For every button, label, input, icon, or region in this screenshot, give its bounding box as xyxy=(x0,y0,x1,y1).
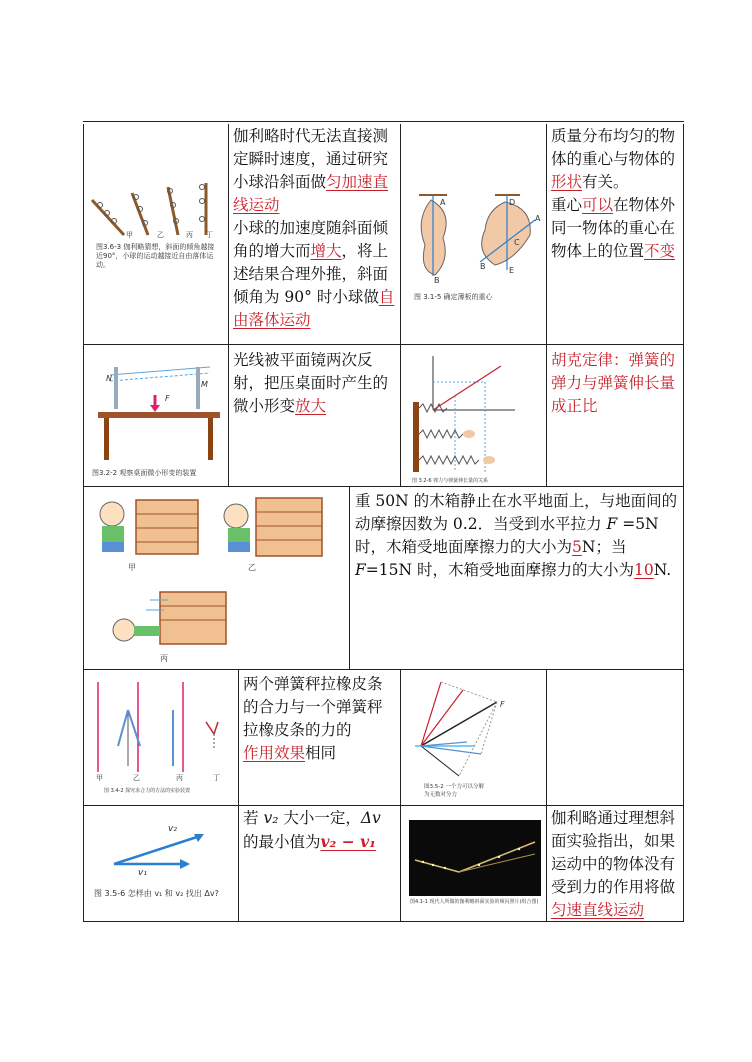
text-segment: N；当 xyxy=(581,538,627,556)
row-divider xyxy=(83,805,684,806)
micro-deformation-text xyxy=(233,349,396,418)
text-segment: 两个弹簧秤拉橡皮条的合力与一个弹簧秤拉橡皮条的力的 xyxy=(243,675,383,739)
figure-caption: 图 3.5-6 怎样由 v₁ 和 v₂ 找出 Δv? xyxy=(94,889,219,898)
col-divider xyxy=(400,344,401,486)
spring-force-figure xyxy=(405,352,543,478)
figure-label: 丙 xyxy=(176,774,183,782)
text-segment: 小球的加速度随斜面倾角的增大而 xyxy=(233,219,389,260)
force-decomposition-illustration xyxy=(405,672,543,782)
text-segment: =15N 时，木箱受地面摩擦力的大小为 xyxy=(365,561,634,579)
figure-caption: 图4.1-1 现代人所做的伽利略斜面实验的频闪照片(组合图) xyxy=(410,899,539,905)
text-segment: 同一物体的重心在物体上的位置 xyxy=(551,219,676,260)
velocity-vector-illustration xyxy=(108,822,218,877)
force-composition-apparatus-figure xyxy=(88,676,234,776)
figure-label: 乙 xyxy=(133,774,140,782)
point-label: M xyxy=(201,380,208,389)
col-divider xyxy=(546,344,547,486)
point-label: C xyxy=(514,238,520,247)
text-segment: 重心 xyxy=(551,196,583,214)
pushing-box-illustration xyxy=(90,492,344,662)
figure-caption: 图3.2-2 观察桌面微小形变的装置 xyxy=(92,469,197,477)
text-segment: 有关。 xyxy=(582,173,629,191)
velocity-vector-figure xyxy=(108,822,218,877)
velocity-change-text xyxy=(243,807,396,854)
figure-label: 乙 xyxy=(248,563,256,572)
text-segment: 重 50N 的木箱静止在水平地面上，与地面间的动摩擦因数为 0.2．当受到水平拉力 xyxy=(355,492,678,533)
point-label: F xyxy=(165,394,170,403)
figure-caption: 图 3.2-6 弹力与弹簧伸长量的关系 xyxy=(412,478,489,484)
spring-graph-illustration xyxy=(405,352,543,478)
col-divider xyxy=(228,124,229,344)
col-divider xyxy=(400,124,401,344)
force-decomposition-figure xyxy=(405,672,543,782)
answer-blank: 10 xyxy=(633,561,654,579)
velocity-symbol: v₂ xyxy=(263,809,279,827)
col-divider xyxy=(349,486,350,669)
point-label: B xyxy=(434,276,440,285)
answer-blank: 匀速直线运动 xyxy=(551,901,645,919)
desk-mirror-figure xyxy=(90,355,224,465)
answer-blank: 形状 xyxy=(551,173,583,191)
figure-caption: 图 3.1-5 确定薄板的重心 xyxy=(414,293,493,301)
text-segment: N. xyxy=(653,561,672,579)
answer-blank: 作用效果 xyxy=(243,744,306,762)
friction-problem-text xyxy=(355,490,680,582)
text-segment: 质量分布均匀的物体的重心与物体的 xyxy=(551,127,676,168)
answer-blank: 可以 xyxy=(582,196,614,214)
point-label: B xyxy=(480,262,486,271)
desk-mirror-illustration xyxy=(90,355,224,465)
text-segment: ，将上述结果合理外推，斜面倾角为 90° 时小球做 xyxy=(233,242,389,306)
text-segment: 伽利略通过理想斜面实验指出，如果运动中的物体没有受到力的作用将做 xyxy=(551,809,676,896)
text-segment: 大小一定， xyxy=(278,809,361,827)
text-segment: 的最小值为 xyxy=(243,833,321,851)
ideal-incline-text xyxy=(551,807,680,922)
figure-label: 丙 xyxy=(186,231,193,239)
center-of-gravity-text xyxy=(551,125,680,263)
answer-blank: 5 xyxy=(572,538,582,556)
text-segment: 光线被平面镜两次反射，把压桌面时产生的微小形变 xyxy=(233,351,389,415)
figure-label: 甲 xyxy=(128,563,136,572)
pushing-box-figure xyxy=(90,492,344,662)
figure-label: 甲 xyxy=(96,774,103,782)
figure-caption: 图3.6-3 伽利略猜想，斜面的倾角越接近90°，小球的运动越接近自由落体运动。 xyxy=(96,243,215,269)
answer-blank: 放大 xyxy=(295,397,327,415)
force-symbol: F xyxy=(606,515,618,533)
col-divider xyxy=(546,124,547,344)
point-label: A xyxy=(535,214,541,223)
text-segment: 在物体外 xyxy=(613,196,676,214)
row-divider xyxy=(83,344,684,345)
figure-caption: 图 3.4-2 探究求合力的方法的实验装置 xyxy=(104,788,191,794)
figure-label: 丁 xyxy=(213,774,220,782)
galileo-incline-text xyxy=(233,125,396,332)
answer-blank: 不变 xyxy=(644,242,676,260)
spring-scale-apparatus-illustration xyxy=(88,676,234,776)
stroboscopic-photo-illustration xyxy=(409,820,541,896)
stroboscopic-photo-figure xyxy=(409,820,541,896)
row-divider xyxy=(83,486,684,487)
text-segment: 伽利略时代无法直接测定瞬时速度，通过研究小球沿斜面做 xyxy=(233,127,389,191)
point-label: D xyxy=(509,198,516,207)
force-label: F xyxy=(500,700,505,709)
answer-blank: 匀加速直线运动 xyxy=(233,173,389,214)
vector-label: v₁ xyxy=(138,868,147,878)
figure-caption: 图3.5-2 一个力可以分解为无数对分力 xyxy=(424,784,484,798)
col-divider xyxy=(238,669,239,922)
figure-label: 甲 xyxy=(126,231,133,239)
delta-v-symbol: Δv xyxy=(360,809,381,827)
point-label: E xyxy=(509,266,515,275)
text-segment: =5N 时，木箱受地面摩擦力的大小为 xyxy=(355,515,659,556)
text-segment: 若 xyxy=(243,809,264,827)
col-divider xyxy=(228,344,229,486)
force-symbol: F xyxy=(355,561,366,579)
col-divider xyxy=(400,669,401,922)
text-segment: 相同 xyxy=(305,744,337,762)
resultant-force-text xyxy=(243,673,396,765)
center-of-gravity-figure xyxy=(405,190,543,295)
hookes-law-text: 胡克定律：弹簧的弹力与弹簧伸长量成正比 xyxy=(551,351,676,415)
col-divider xyxy=(546,669,547,922)
figure-label: 乙 xyxy=(157,231,164,239)
row-divider xyxy=(83,669,684,670)
answer-blank: v₂ − v₁ xyxy=(320,832,376,851)
thin-plate-illustration xyxy=(405,190,543,295)
top-rule xyxy=(83,121,684,122)
answer-blank: 增大 xyxy=(310,242,342,260)
vector-label: v₂ xyxy=(168,824,177,834)
figure-label: 丁 xyxy=(206,231,213,239)
figure-label: 丙 xyxy=(160,654,168,663)
answer-blank: 自由落体运动 xyxy=(233,288,395,329)
point-label: N xyxy=(106,374,112,383)
point-label: A xyxy=(440,198,446,207)
